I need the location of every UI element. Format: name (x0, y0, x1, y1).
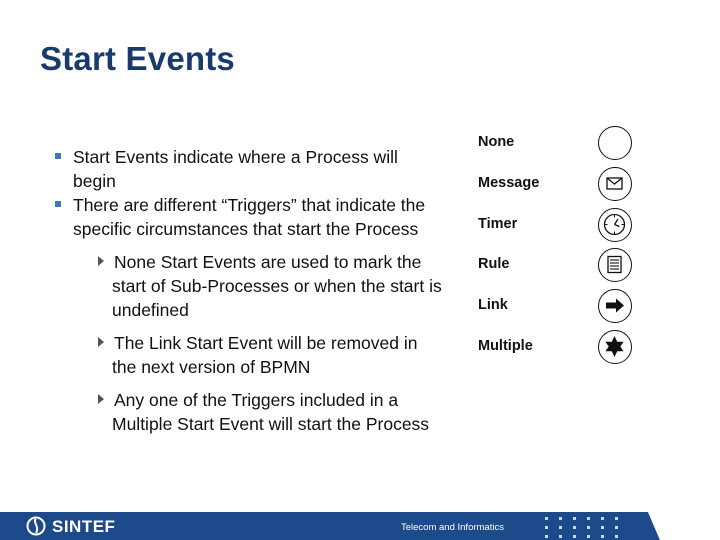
page-title: Start Events (40, 40, 235, 77)
bullet-text: There are different “Triggers” that indicate the specific circumstances that start the Process (73, 195, 426, 239)
brand-name: SINTEF (52, 517, 116, 536)
star-icon (598, 330, 632, 364)
clock-icon (598, 208, 632, 242)
triangle-bullet-icon (98, 337, 104, 347)
legend-label-multiple: Multiple (478, 338, 533, 354)
envelope-icon (598, 167, 632, 201)
sub-bullet-item (91, 250, 445, 322)
bullet-item (55, 145, 445, 193)
arrow-right-icon (598, 289, 632, 323)
triangle-bullet-icon (98, 256, 104, 266)
bullet-square-icon (55, 153, 61, 159)
bullet-item (55, 193, 445, 241)
footer (0, 512, 720, 540)
none-start-event-icon (598, 126, 632, 160)
bullet-text: Start Events indicate where a Process will begin (73, 147, 398, 191)
sub-bullet-text: The Link Start Event will be removed in the next version of BPMN (112, 333, 418, 377)
triangle-bullet-icon (98, 394, 104, 404)
bullet-list (55, 145, 445, 436)
bullet-square-icon (55, 201, 61, 207)
legend-label-message: Message (478, 175, 540, 191)
legend-label-rule: Rule (478, 256, 510, 272)
legend-label-none: None (478, 134, 515, 150)
sub-bullet-text: None Start Events are used to mark the start of Sub-Processes or when the start is undefined (112, 252, 442, 320)
legend-label-link: Link (478, 297, 508, 313)
sub-bullet-item (91, 388, 445, 436)
department-text: Telecom and Informatics (401, 522, 504, 533)
legend-label-timer: Timer (478, 216, 518, 232)
sintef-logo-icon (26, 516, 46, 536)
sub-bullet-text: Any one of the Triggers included in a Multiple Start Event will start the Process (112, 390, 430, 434)
document-lines-icon (598, 248, 632, 282)
sub-bullet-item (91, 331, 445, 379)
